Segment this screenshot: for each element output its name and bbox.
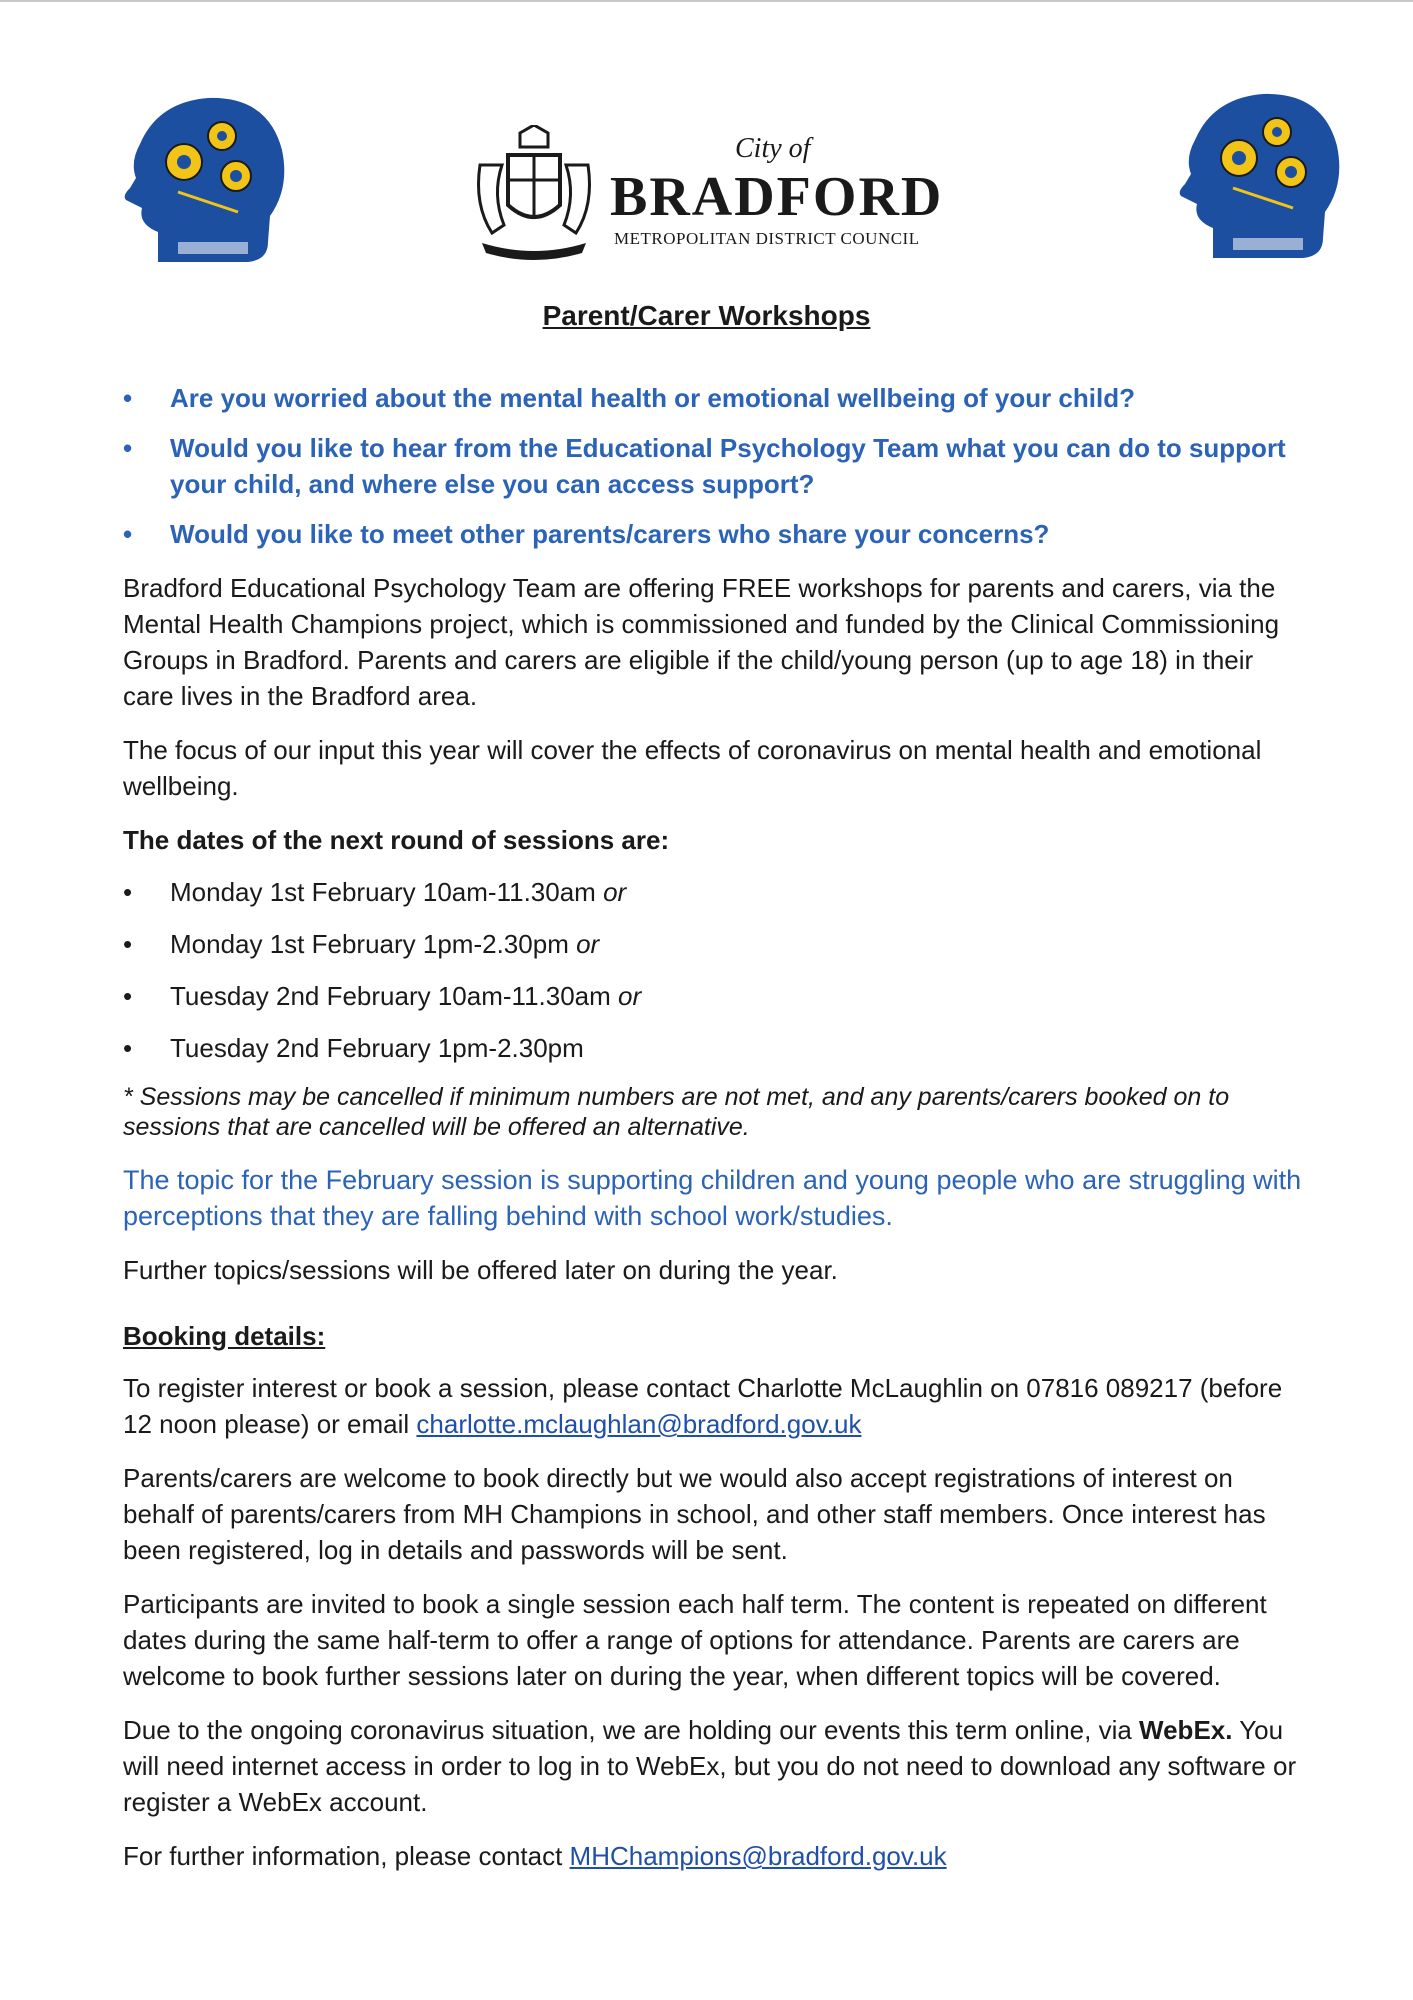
register-email-link[interactable]: charlotte.mclaughlan@bradford.gov.uk [416, 1409, 862, 1439]
mental-health-champions-logo-right [1173, 88, 1343, 263]
participants-paragraph: Participants are invited to book a single session each half term. The content is repeated on different dates during the same half-term to offer a range of options for attendance. Parents are carers are welcome to book further sessions later on during the year, when different topics will be covered. [123, 1589, 1267, 1691]
list-item: • Would you like to hear from the Educational Psychology Team what you can do to support your child, and where else you can access support? [123, 430, 1308, 502]
bullet-icon: • [123, 519, 133, 549]
bradford-label: BRADFORD [610, 166, 944, 228]
webex-label: WebEx. [1139, 1715, 1233, 1745]
topic-paragraph: The topic for the February session is supporting children and young people who are struggling with perceptions that they are falling behind with school work/studies. [123, 1165, 1302, 1231]
coat-of-arms-icon [470, 125, 598, 261]
bullet-icon: • [123, 433, 133, 463]
mental-health-champions-logo-left [118, 92, 288, 267]
page-title: Parent/Carer Workshops [542, 300, 871, 331]
bullet-icon: • [123, 981, 133, 1011]
cancellation-note: * Sessions may be cancelled if minimum numbers are not met, and any parents/carers booked on to sessions that are cancelled will be offered an alternative. [123, 1083, 1230, 1141]
list-item: • Tuesday 2nd February 10am-11.30am or [123, 978, 1308, 1014]
contact-paragraph: For further information, please contact MHChampions@bradford.gov.uk [123, 1841, 947, 1871]
list-item: • Would you like to meet other parents/carers who share your concerns? [123, 516, 1308, 552]
bullet-icon: • [123, 877, 133, 907]
list-item: • Monday 1st February 1pm-2.30pm or [123, 926, 1308, 962]
bullet-icon: • [123, 383, 133, 413]
list-item: • Monday 1st February 10am-11.30am or [123, 874, 1308, 910]
list-item: • Are you worried about the mental health or emotional wellbeing of your child? [123, 380, 1308, 416]
booking-heading: Booking details: [123, 1321, 326, 1351]
bullet-icon: • [123, 1033, 133, 1063]
city-of-label: City of [735, 133, 811, 164]
council-label: METROPOLITAN DISTRICT COUNCIL [614, 229, 920, 248]
page-top-border [0, 0, 1413, 2]
council-wordmark [610, 125, 960, 265]
question-list [123, 380, 1308, 552]
dates-heading: The dates of the next round of sessions are: [123, 825, 670, 855]
focus-paragraph: The focus of our input this year will cover the effects of coronavirus on mental health and emotional wellbeing. [123, 735, 1262, 801]
register-paragraph: To register interest or book a session, please contact Charlotte McLaughlin on 07816 089217 (before 12 noon please) or email charlotte.mclaughlan@bradford.gov.uk [123, 1373, 1283, 1439]
further-topics-paragraph: Further topics/sessions will be offered later on during the year. [123, 1255, 838, 1285]
contact-email-link[interactable]: MHChampions@bradford.gov.uk [569, 1841, 947, 1871]
welcome-paragraph: Parents/carers are welcome to book directly but we would also accept registrations of interest on behalf of parents/carers from MH Champions in school, and other staff members. Once interest has been registered, log in details and passwords will be sent. [123, 1463, 1266, 1565]
session-dates-list [123, 874, 1308, 1066]
online-paragraph: Due to the ongoing coronavirus situation, we are holding our events this term online, via WebEx. You will need internet access in order to log in to WebEx, but you do not need to download any software or register a WebEx account. [123, 1715, 1297, 1817]
document-body [123, 380, 1308, 1892]
bradford-council-logo [470, 125, 960, 265]
intro-paragraph: Bradford Educational Psychology Team are offering FREE workshops for parents and carers, via the Mental Health Champions project, which is commissioned and funded by the Clinical Commissioning Groups in Bradford. Parents and carers are eligible if the child/young person (up to age 18) in their care lives in the Bradford area. [123, 573, 1280, 711]
list-item: • Tuesday 2nd February 1pm-2.30pm [123, 1030, 1308, 1066]
letterhead [0, 80, 1413, 280]
bullet-icon: • [123, 929, 133, 959]
